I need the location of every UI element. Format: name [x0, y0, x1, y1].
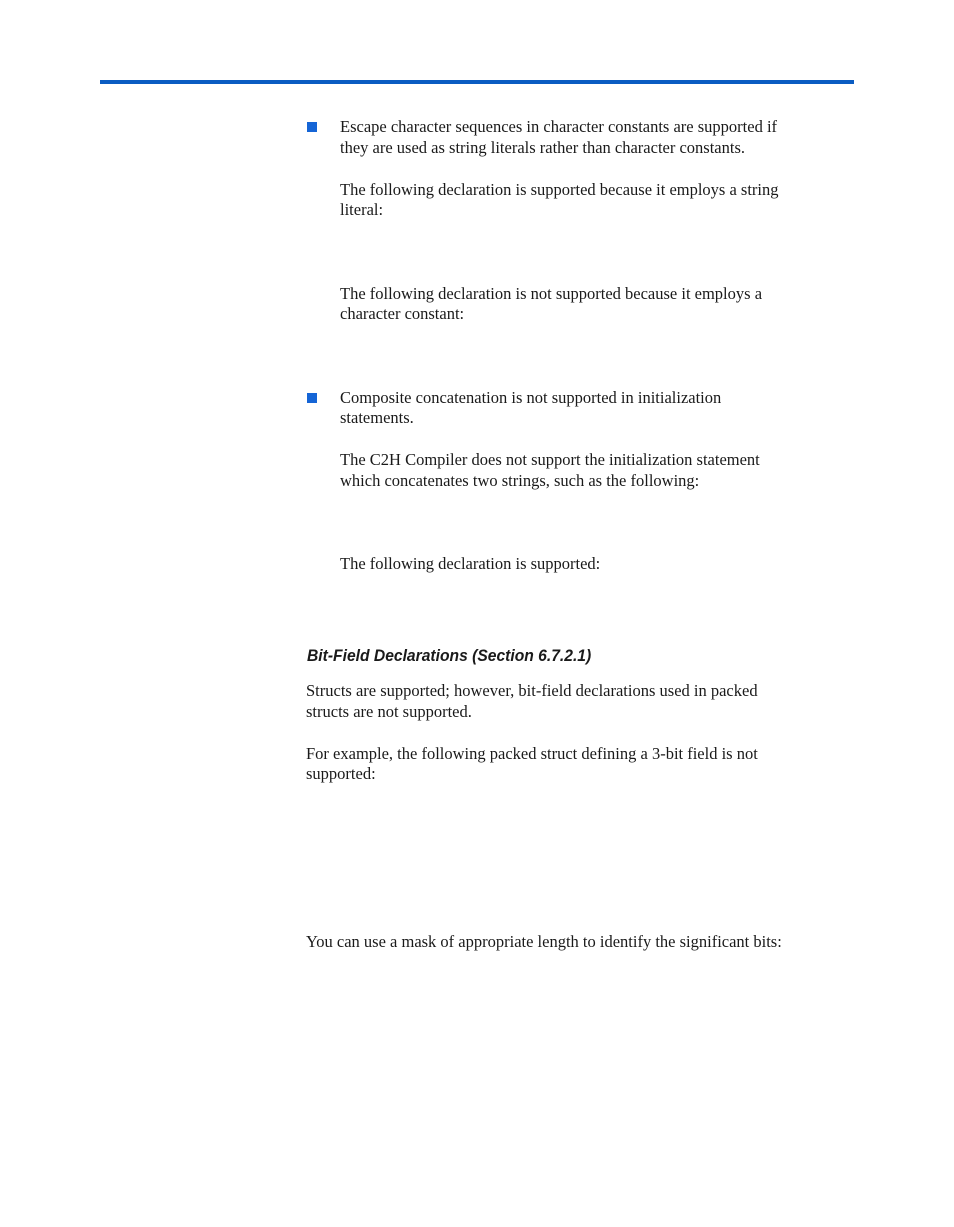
section-heading: Bit-Field Declarations (Section 6.7.2.1): [307, 646, 592, 665]
section-paragraph-3-line-1: You can use a mask of appropriate length to identify the significant bits:: [306, 932, 782, 951]
paragraph-2-line-1: The following declaration is not supported because it employs a: [340, 284, 763, 303]
header-rule: [100, 80, 854, 84]
bullet-1-line-2: they are used as string literals rather than character constants.: [340, 138, 745, 157]
paragraph-3-line-2: which concatenates two strings, such as the following:: [340, 471, 700, 490]
paragraph-4-line-1: The following declaration is supported:: [340, 554, 601, 573]
paragraph-1-line-1: The following declaration is supported because it employs a string: [340, 180, 779, 199]
paragraph-3-line-1: The C2H Compiler does not support the initialization statement: [340, 450, 760, 469]
bullet-2-line-1: Composite concatenation is not supported in initialization: [340, 388, 722, 407]
bullet-1-line-1: Escape character sequences in character constants are supported if: [340, 117, 778, 136]
section-paragraph-1-line-2: structs are not supported.: [306, 702, 472, 721]
paragraph-1-line-2: literal:: [340, 200, 384, 219]
section-paragraph-2-line-2: supported:: [306, 764, 376, 783]
section-paragraph-2-line-1: For example, the following packed struct defining a 3-bit field is not: [306, 744, 758, 763]
section-paragraph-1-line-1: Structs are supported; however, bit-field declarations used in packed: [306, 681, 758, 700]
bullet-marker: [307, 122, 317, 132]
bullet-2-line-2: statements.: [340, 408, 414, 427]
paragraph-2-line-2: character constant:: [340, 304, 465, 323]
bullet-marker: [307, 393, 317, 403]
